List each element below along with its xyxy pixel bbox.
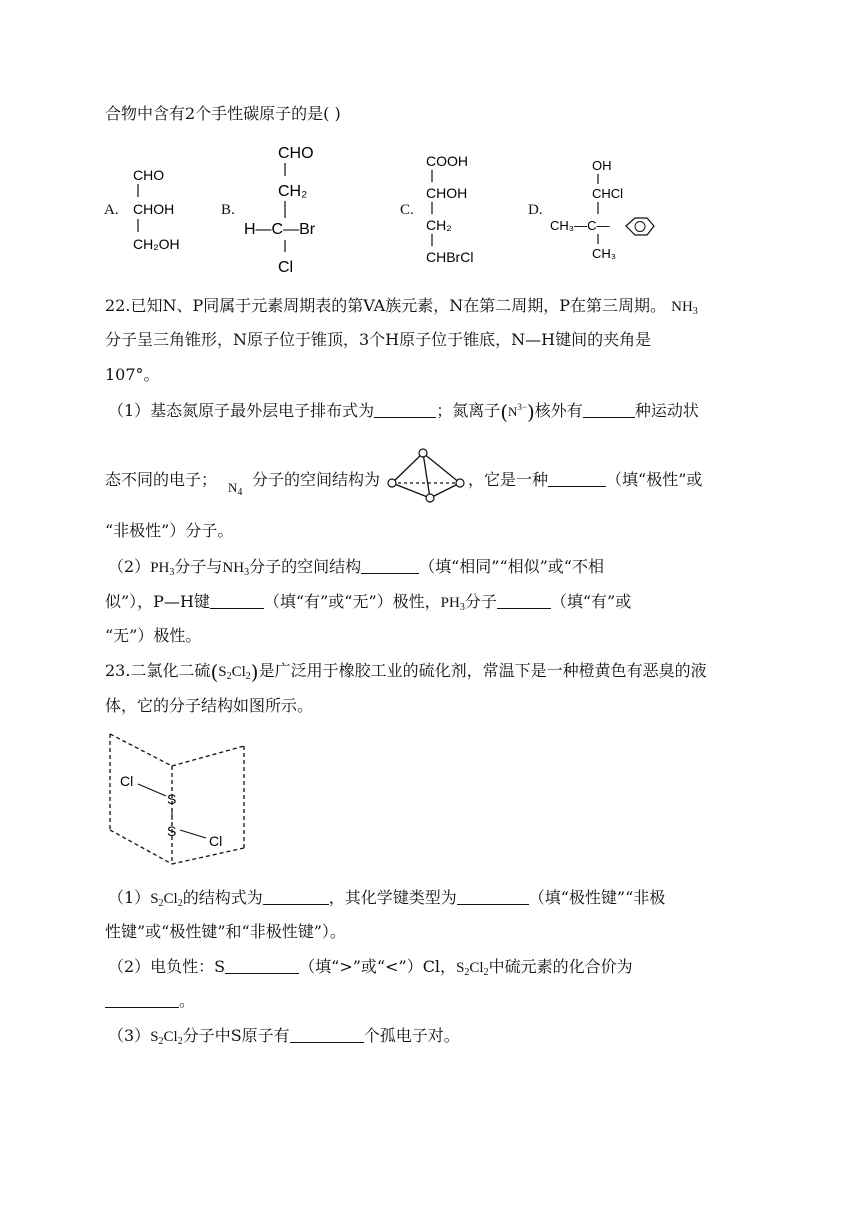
- b-row-2: CH₂: [278, 183, 308, 200]
- a-row-2: CHOH: [133, 201, 175, 217]
- answer-blank[interactable]: [457, 889, 529, 905]
- d-row-1: OH: [592, 158, 612, 173]
- q23-part1-line-1: $(1)S_2Cl_2$的结构式为 ，其化学键类型为 （填“极性键”“非极: [108, 888, 666, 909]
- option-b-structure: [240, 138, 350, 278]
- q23-part2-line-2: 。: [105, 991, 195, 1011]
- fig-cl-top: Cl: [120, 773, 134, 789]
- answer-blank[interactable]: [290, 1027, 364, 1043]
- q22-line-2: 分子呈三角锥形，N原子位于锥顶，3个H原子位于锥底，N—H键间的夹角是: [105, 330, 652, 349]
- answer-blank[interactable]: [374, 402, 436, 418]
- d-row-2: CHCl: [592, 186, 624, 201]
- option-d-structure: [548, 154, 668, 266]
- fig-s-top: S: [167, 791, 177, 807]
- option-a-label[interactable]: A.: [104, 202, 119, 218]
- c-row-2: CHOH: [426, 185, 468, 201]
- s2cl2-structure-diagram: [104, 730, 254, 868]
- answer-blank[interactable]: [583, 402, 635, 418]
- answer-blank[interactable]: [497, 593, 551, 609]
- n4-formula: $N_4$: [228, 480, 243, 498]
- q22-part1-line-2: 态不同的电子；: [105, 470, 218, 489]
- answer-blank[interactable]: [548, 471, 606, 487]
- c-row-1: COOH: [426, 153, 468, 169]
- c-row-4: CHBrCl: [426, 249, 474, 265]
- q22-line-1: 22.已知N、P同属于元素周期表的第VA族元素，N在第二周期，P在第三周期。 $NH_3$: [105, 296, 698, 317]
- n4-tetrahedron-diagram: [386, 446, 468, 506]
- option-c-structure: [422, 150, 502, 268]
- fig-s-bot: S: [167, 823, 177, 839]
- q22-part1-line-2b: 分子的空间结构为: [252, 470, 381, 489]
- answer-blank[interactable]: [210, 593, 264, 609]
- answer-blank[interactable]: [361, 558, 419, 574]
- a-row-3: CH₂OH: [133, 236, 180, 252]
- option-a-structure: [128, 164, 198, 256]
- q23-part3-line: $(3)S_2Cl_2$分子中S原子有 个孤电子对。: [108, 1026, 460, 1047]
- q22-part2-line-2: 似”），P—H键 （填“有”或“无”）极性，$PH_3$分子 （填“有”或: [105, 592, 632, 613]
- q23-part2-line-1: （2）电负性：S （填“>”或“<”）Cl，$S_2Cl_2$中硫元素的化合价为: [108, 957, 633, 978]
- b-row-3: H—C—Br: [244, 221, 316, 238]
- b-row-1: CHO: [278, 145, 314, 162]
- answer-blank[interactable]: [225, 958, 299, 974]
- option-d-label[interactable]: D.: [528, 202, 543, 218]
- d-row-4: CH₃: [592, 246, 617, 261]
- q23-part1-line-2: 性键”或“极性键”和“非极性键”）。: [105, 922, 346, 941]
- q22-part2-line-3: “无”）极性。: [105, 626, 202, 645]
- q22-part2-line-1: $(2)PH_3$分子与$NH_3$分子的空间结构 （填“相同”“相似”或“不相: [108, 557, 604, 578]
- q21-stem: 合物中含有2个手性碳原子的是( ): [105, 104, 341, 123]
- q23-line-2: 体，它的分子结构如图所示。: [105, 696, 314, 715]
- q22-part1-line-2c: ，它是一种 （填“极性”或: [468, 470, 703, 489]
- q22-part1-line-1: （1）基态氮原子最外层电子排布式为 ；氮离子$(N^{3-})$核外有 种运动状: [108, 400, 699, 424]
- answer-blank[interactable]: [105, 992, 179, 1008]
- option-c-label[interactable]: C.: [400, 202, 414, 218]
- b-row-4: Cl: [278, 259, 294, 276]
- answer-blank[interactable]: [263, 889, 329, 905]
- q22-line-3: 107°。: [105, 365, 160, 384]
- fig-cl-bot: Cl: [209, 833, 223, 849]
- a-row-1: CHO: [133, 167, 165, 183]
- q23-line-1: 23.二氯化二硫$(S_2Cl_2)$是广泛用于橡胶工业的硫化剂，常温下是一种橙黄色有恶臭的液: [105, 660, 707, 684]
- option-b-label[interactable]: B.: [221, 202, 235, 218]
- c-row-3: CH₂: [426, 217, 452, 233]
- d-row-3: CH₃—C—: [550, 218, 610, 233]
- benzene-ring-icon: [626, 218, 654, 235]
- q22-part1-line-3: “非极性”）分子。: [105, 521, 234, 540]
